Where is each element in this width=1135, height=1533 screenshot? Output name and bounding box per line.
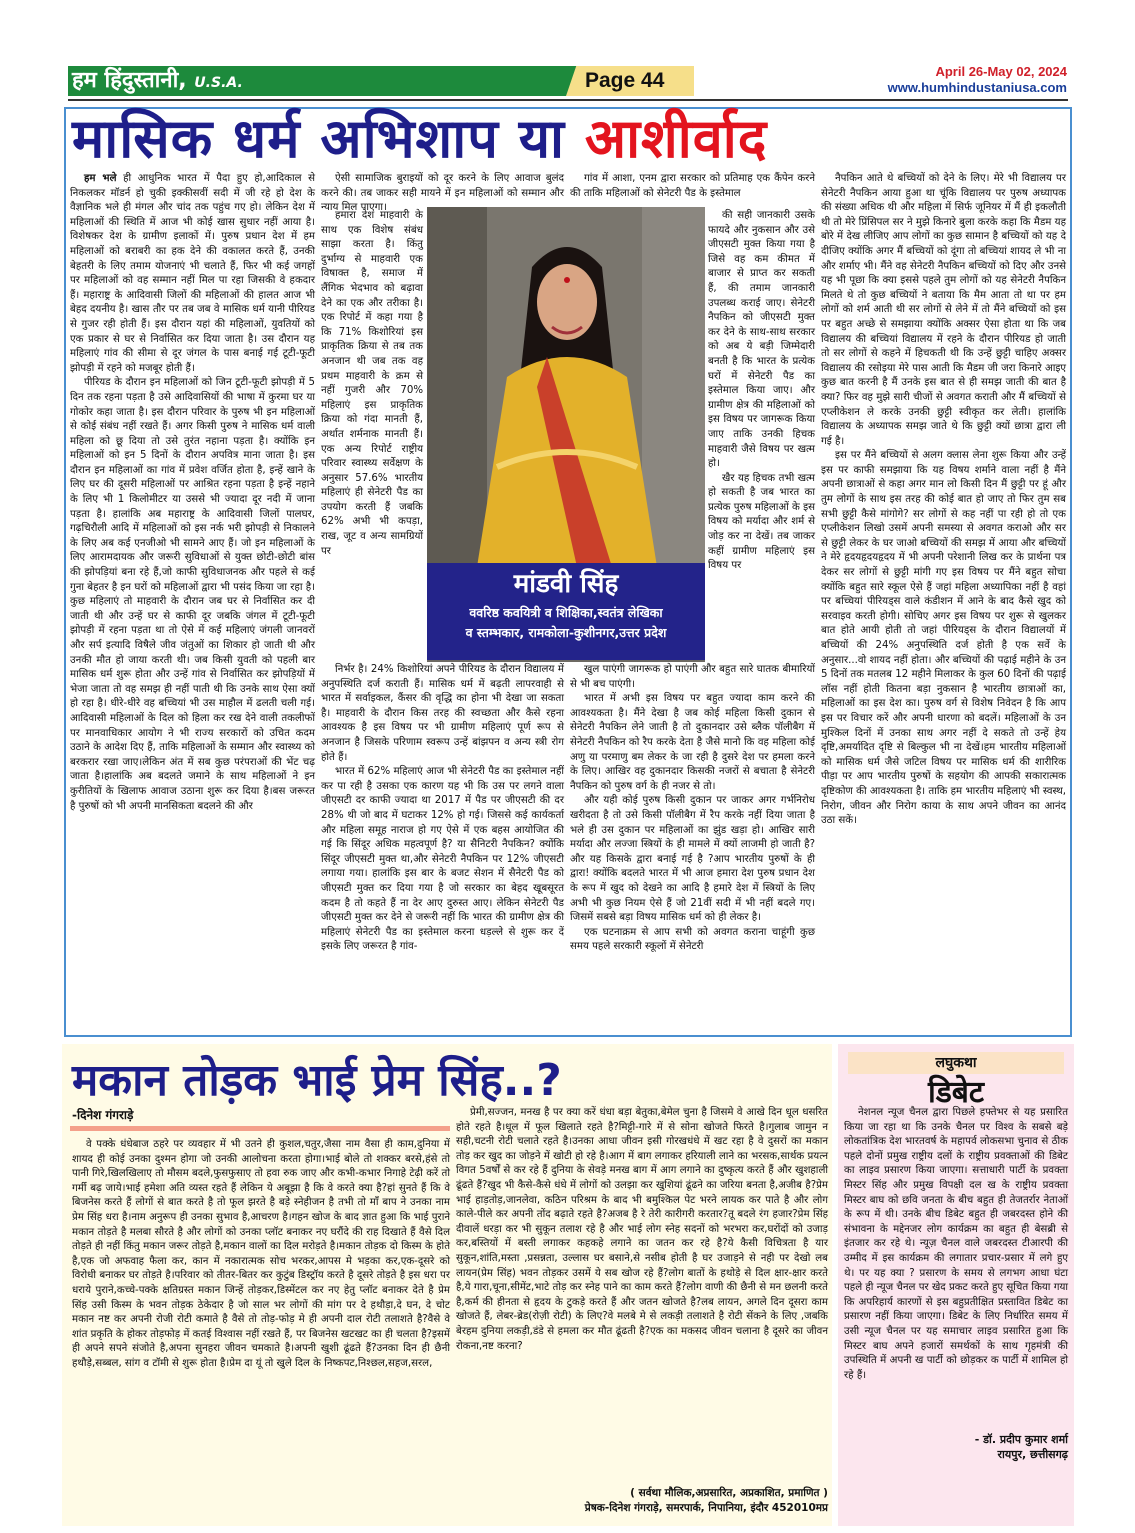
story-title: मकान तोड़क भाई प्रेम सिंह..? xyxy=(72,1055,562,1106)
woman-portrait-image xyxy=(427,207,705,567)
paragraph: ही आधुनिक भारत में पैदा हुए हो,आदिकाल से निकलकर मॉडर्न हो चुकी इक्कीसवीं सदी में जी रहे हो देश के वैज्ञानिक भले ही मंगल और चांद तक पहुंच गए हो। लेकिन देश में महिलाओं की स्थिति में आज भी कोई खास सुधार नहीं आया है। विशेषकर देश के ग्रामीण इलाकों में। पुरुष प्रधान देश में हम महिलाओं को बराबरी का हक देने की वकालत करते हैं, उनकी बेहतरी के लिए तमाम योजनाएं भी चलाते हैं, फिर भी कई जगहों पर महिलाओं को वह सम्मान नहीं मिल पा रहा जिसकी वे हकदार हैं। महाराष्ट्र के आदिवासी जिलों की महिलाओं की हालत आज भी बेहद दयनीय है। खास तौर पर तब जब वे मासिक धर्म यानी पीरियड से गुजर रही होती हैं। इस दौरान यहां की महिलाओं, युवतियों को एक प्रकार से घर से निर्वासित कर दिया जाता है। उस दौरान यह महिलाएं गांव की सीमा से दूर जंगल के पास बनाई गई टूटी-फूटी झोपड़ी में रहने को मजबूर होती हैं। xyxy=(70,173,315,374)
article-title xyxy=(72,108,767,170)
article-column-2-bottom xyxy=(321,663,564,1030)
brand-suffix: U.S.A. xyxy=(194,75,243,91)
article-column-2-narrow xyxy=(321,209,423,661)
short-story-signature xyxy=(844,1432,1068,1462)
lead-words: हम भले xyxy=(84,173,117,184)
story-column-1 xyxy=(72,1138,450,1520)
byline-rule xyxy=(70,1126,450,1131)
brand-name: हम हिंदुस्तानी, xyxy=(72,68,187,93)
author-bio: ववरिष्ठ कवयित्री व शिक्षिका,स्वतंत्र लेखिका xyxy=(469,605,663,620)
article-column-4 xyxy=(821,172,1066,1030)
paragraph: की सही जानकारी उसके फायदे और नुकसान और उसे जीएसटी मुक्त किया गया है जिसे वह कम कीमत में बाजार से प्राप्त कर सकती हैं, की तमाम जानकारी उपलब्ध कराई जाए। सेनेटरी नैपकिन को जीएसटी मुक्त कर देने के साथ-साथ सरकार को अब ये बड़ी जिम्मेदारी बनती है कि भारत के प्रत्येक घरों में सेनेटरी पैड का इस्तेमाल किया जाए। और ग्रामीण क्षेत्र की महिलाओं को इस विषय पर जागरूक किया जाए ताकि उनकी हिचक माहवारी जैसे विषय पर खत्म हो। xyxy=(708,210,815,470)
paragraph: और यही कोई पुरुष किसी दुकान पर जाकर अगर गर्भनिरोध खरीदता है तो उसे किसी पॉलीबैग में रैप करके नहीं दिया जाता है भले ही उस दुकान पर महिलाओं का झुंड खड़ा हो। आखिर सारी मर्यादा और लज्जा स्त्रियों के ही मामले में क्यों लाजमी हो जाती है?और यह किसके द्वारा बनाई गई है ?आप भारतीय पुरुषों के ही द्वारा! क्योंकि बदलते भारत में भी आज हमारा देश पुरुष प्रधान देश के रूप में खुद को देखने का आदि है हमारे देश में स्त्रियों के लिए अभी भी कुछ नियम ऐसे हैं जो 21वीं सदी में भी नहीं बदले गए।जिसमें सबसे बड़ा विषय मासिक धर्म को ही लेकर है। xyxy=(570,795,815,924)
title-main: मासिक धर्म अभिशाप या xyxy=(72,107,566,170)
article-column-3-bottom xyxy=(570,663,815,1030)
page-number: Page 44 xyxy=(585,69,665,92)
short-story-body xyxy=(844,1106,1068,1428)
title-accent: आशीर्वाद xyxy=(584,107,768,170)
short-story-label: लघुकथा xyxy=(848,1052,1064,1074)
author-caption xyxy=(427,563,705,660)
paragraph: नैपकिन आते थे बच्चियों को देने के लिए। मेरे भी विद्यालय पर सेनेटरी नैपकिन आया हुआ था चूंकि विद्यालय पर पुरुष अध्यापक की संख्या अधिक थी और महिला में सिर्फ जूनियर में मैं ही इकलौती थी तो मेरे प्रिंसिपल सर ने मुझे किनारे बुला करके कहा कि मैडम यह बोरे में देख लीजिए आप लोगों का कुछ सामान है बच्चियों को यह दे दीजिए क्योंकि अगर मैं बच्चियों को दूंगा तो बच्चियां शायद ले भी ना और शर्माए भी। मैंने वह सेनेटरी नैपकिन बच्चियों को दिए और उनसे यह भी पूछा कि क्या इससे पहले तुम लोगों को यह सेनेटरी नैपकिन मिलते थे तो कुछ बच्चियों ने बताया कि मैम आता तो था पर हम लोगों को शर्म आती थी सर लोगों से लेने में तो मैंने बच्चियों को इस पर बहुत अच्छे से समझाया क्योंकि अक्सर ऐसा होता था कि जब विद्यालय की बच्चियां विद्यालय में रहने के दौरान पीरियड हो जाती तो सर लोगों से कहने में हिचकती थी कि उन्हें छुट्टी चाहिए अक्सर विद्यालय की रसोइया मेरे पास आती कि मैडम जी जरा किनारे आइए कुछ बात करनी है मैं उनके इस बात से ही समझ जाती की बात है क्या? फिर वह मुझे सारी चीजों से अवगत कराती और मैं बच्चियों से एप्लीकेशन ले करके उनकी छुट्टी स्वीकृत कर लेती। हालांकि विद्यालय के अध्यापक समझ जाते थे कि छुट्टी क्यों छात्रा द्वारा ली गई है। xyxy=(821,173,1066,447)
issue-date: April 26-May 02, 2024 xyxy=(935,64,1067,79)
paragraph: हमारा देश माहवारी के साथ एक विशेष संबंध साझा करता है। किंतु दुर्भाग्य से माहवारी एक विषाक्त है, समाज में लैंगिक भेदभाव को बढ़ावा देने का एक और तरीका है। एक रिपोर्ट में कहा गया है कि 71% किशोरियां इस प्राकृतिक क्रिया से तब तक अनजान थी जब तक वह प्रथम माहवारी के क्रम से नहीं गुजरी और 70% महिलाएं इस प्राकृतिक क्रिया को गंदा मानती हैं, अर्थात शर्मनाक मानती हैं। एक अन्य रिपोर्ट राष्ट्रीय परिवार स्वास्थ्य सर्वेक्षण के अनुसार 57.6% भारतीय महिलाएं ही सेनेटरी पैड का उपयोग करती हैं जबकि 62% अभी भी कपड़ा, राख, जूट व अन्य सामग्रियों पर xyxy=(321,210,423,557)
paragraph: प्रेमी,सज्जन, मनख है पर क्या करें धंधा बड़ा बेतुका,बेमेल चुना है जिसमे वे आखे दिन धूल धसरित होते रहते है।धूल में फूल खिलाते रहते है?मिट्टी-गारे में से सोना खोजते फिरते है।गुलाब जामुन न सही,चटनी रोटी चलाते रहते है।उनका आधा जीवन इसी गोरखधंधे में खट रहा है वे दुसरों का मकान तोड़ कर खुद का जोड़ने में खोटी हो रहे है।आग में बाग लगाकर हरियाली लाने का भरसक,सार्थक प्रयत्न विगत 5वर्षों से कर रहे हैं दुनिया के सेवड़े मनख बाग में आग लगाने का दुष्कृत्य करते हैं और खुशहाली ढूंढते हैं?खुद भी कैसे-कैसे धंधे में लोगों को उलझा कर खुशियां ढूंढने का जरिया बनता है,अजीब है?प्रेम भाई हाड़तोड़,जानलेवा, कठिन परिश्रम के बाद भी बमुश्किल पेट भरने लायक कर पाते है और लोग काले-पीले कर अपनी तोंद बढ़ाते रहते है?अजब है रे तेरी कारीगरी करतार?तू बदले रंग हजार?प्रेम सिंह दीवालें धरड़ा कर भी सुकून तलाश रहे है और भाई लोग स्नेह सदनों को भरभरा कर,घरोंदों को उजाड़ कर,बस्तियों में बस्ती लगाकर कहकहे लगाने का जतन कर रहे है?ये कैसी विचित्रता है यार सुकून,शांति,मस्ता ,प्रसन्नता, उल्लास घर बसाने,से नसीब होती है घर उजाड़ने से नही पर देखो लब लायन(प्रेम सिंह) भवन तोड़कर उसमें ये सब खोज रहे हैं?लोग बातों के हथोड़े से दिल क्षार-क्षार करते है,ये गारा,चूना,सीमेंट,भाटे तोड़ कर स्नेह पाने का काम करते हैं?लोग वाणी की छैनी से मन छलनी करते है,कर्म की हीनता से हृदय के टुकड़े करते हैं और जतन खोजते है?लब लायन, अगले दिन दूसरा काम खोजते हैं, लेबर-ब्रेड(रोज़ी रोटी) के लिए?वे मलबे मे से लकड़ी तलाशते है रोटी सेंकने के लिए ,जबकि बेरहम दुनिया लकड़ी,डंडे से हमला कर मौत ढूंढती है?एक का मकसद जीवन चलाना है दूसरे का जीवन रोकना,नष्ट करना? xyxy=(456,1107,828,1352)
paragraph: खैर यह हिचक तभी खत्म हो सकती है जब भारत का प्रत्येक पुरुष महिलाओं के इस विषय को मर्यादा और शर्म से जोड़ कर ना देखें। तब जाकर कहीं ग्रामीण महिलाएं इस विषय पर xyxy=(708,472,816,572)
paragraph: गांव में आशा, एनम द्वारा सरकार को प्रतिमाह एक कैंपेन करने की ताकि महिलाओं को सेनेटरी पैड के इस्तेमाल xyxy=(570,173,815,199)
story-footer xyxy=(456,1486,828,1516)
paragraph: पीरियड के दौरान इन महिलाओं को जिन टूटी-फूटी झोपड़ी में 5 दिन तक रहना पड़ता है उसे आदिवासियों की भाषा में कुरमा घर या गोकोर कहा जाता है। इस दौरान परिवार के पुरुष भी इन महिलाओं से कोई संबंध नहीं रखते हैं। अगर किसी पुरुष ने मासिक धर्म वाली महिला को छू दिया तो उसे तुरंत नहाना पड़ता है। क्योंकि इन महिलाओं को इन 5 दिनों के दौरान अपवित्र माना जाता है। इस दौरान इन महिलाओं का गांव में प्रवेश वर्जित होता है, इन्हें खाने के लिए घर की दूसरी महिलाओं पर आश्रित रहना पड़ता है इन्हें नहाने के लिए भी 1 किलोमीटर या उससे भी ज्यादा दूर नदी में जाना पड़ता है। हालांकि अब महाराष्ट्र के आदिवासी जिलों पालघर, गढ़चिरौली आदि में महिलाओं को इस नर्क भरी झोपड़ी से निकालने के लिए अब कई एनजीओ भी सामने आए हैं। जो इन महिलाओं के लिए आरामदायक और जरूरी सुविधाओं से युक्त छोटी-छोटी बांस की झोपड़ियां बना रहे हैं,जो काफी सुविधाजनक और पहले से कई गुना बेहतर है इन घरों को महिलाओं द्वारा भी पसंद किया जा रहा है। कुछ महिलाएं तो माहवारी के दौरान जब घर से निर्वासित कर दी जाती थी और उन्हें घर से काफी दूर जबकि जंगल में टूटी-फूटी झोपड़ी में रहना पड़ता था तो ऐसे में कई महिलाएं जंगली जानवरों और सर्प इत्यादि विषैले जीव जंतुओं का शिकार हो जाती थी और उनकी मौत हो जाया करती थी। जब किसी युवती को पहली बार मासिक धर्म शुरू होता और उन्हें गांव से निर्वासित कर झोपड़ियों में भेजा जाता तो वह समझ ही नहीं पाती थी कि उनके साथ ऐसा क्यों हो रहा है। धीरे-धीरे वह बच्चियां भी उस माहौल में ढलती चली गई। आदिवासी महिलाओं के दिल को हिला कर रख देने वाली तकलीफों पर मानवाधिकार आयोग ने भी राज्य सरकारों को उचित कदम उठाने के आदेश दिए हैं, ताकि महिलाओं के सम्मान और स्वास्थ्य को बरकरार रखा जाए।लेकिन अंत में सब कुछ परंपराओं की भेंट चढ़ जाता है।हालांकि अब बदलते जमाने के साथ महिलाओं ने इन कुरीतियों के खिलाफ आवाज उठाना शुरू कर दिया है।बस जरूरत है पुरुषों को भी अपनी मानसिकता बदलने की और xyxy=(70,377,315,812)
paragraph: नेशनल न्यूज चैनल द्वारा पिछले हफ्तेभर से यह प्रसारित किया जा रहा था कि उनके चैनल पर विश्व के सबसे बड़े लोकतांत्रिक देश भारतवर्ष के महापर्व लोकसभा चुनाव से ठीक पहले दोनों प्रमुख राष्ट्रीय दलों के राष्ट्रीय प्रवक्ताओं की डिबेट का लाइव प्रसारण किया जाएगा। सत्ताधारी पार्टी के प्रवक्ता मिस्टर सिंह और प्रमुख विपक्षी दल ख के राष्ट्रीय प्रवक्ता मिस्टर बाघ को छवि जनता के बीच बहुत ही तेजतर्रार नेताओं के रूप में थी। उनके बीच डिबेट बहुत ही जबरदस्त होने की संभावना के मद्देनजर लोग कार्यक्रम का बहुत ही बेसब्री से इंतजार कर रहे थे। न्यूज़ चैनल वाले जबरदस्त टीआरपी की उम्मीद में इस कार्यक्रम की लगातार प्रचार-प्रसार में लगे हुए थे। पर यह क्या ? प्रसारण के समय से लगभग आधा घंटा पहले ही न्यूज चैनल पर खेद प्रकट करते हुए सूचित किया गया कि अपरिहार्य कारणों से इस बहुप्रतीक्षित प्रस्तावित डिबेट का प्रसारण नहीं किया जाएगा। डिबेट के लिए निर्धारित समय में उसी न्यूज चैनल पर यह समाचार लाइव प्रसारित हुआ कि मिस्टर बाघ अपने हजारों समर्थकों के साथ गृहमंत्री की उपस्थिति में अपनी ख पार्टी को छोड़कर क पार्टी में शामिल हो रहे हैं। xyxy=(844,1107,1068,1381)
author-location: व स्तम्भकार, रामकोला-कुशीनगर,उत्तर प्रदेश xyxy=(465,625,667,640)
paragraph: एक घटनाक्रम से आप सभी को अवगत कराना चाहूंगी कुछ समय पहले सरकारी स्कूलों में सेनेटरी xyxy=(570,926,815,953)
short-story-author: - डॉ. प्रदीप कुमार शर्मा xyxy=(974,1433,1068,1446)
website-link[interactable]: www.humhindustaniusa.com xyxy=(887,80,1067,95)
paragraph: वे पक्के धंधेबाज ठहरे पर व्यवहार में भी उतने ही कुशल,चतुर,जैसा नाम वैसा ही काम,दुनिया में शायद ही कोई उनका दुश्मन होगा जो उनकी आलोचना करता होगा।भाई बोले तो शक्कर बरसे,हंसे तो पानी गिरे,खिलखिलाए तो मौसम बदले,फुसफुसाए तो हवा रुक जाए और कभी-कभार निगाहे टेढ़ी करें तो गर्मी बढ़ जाये।भाई हमेशा अति व्यस्त रहते हैं लेकिन ये अबूझा है कि वे करते क्या है?हां सुनते हैं कि वे बिजनेस करते हैं लोगों से बात करते है तो फूल झरते है बड़े स्नेहीजन है तभी तो माँ बाप ने उनका नाम प्रेम सिंह धरा है।नाम अनुरूप ही उनका सुभाव है,आचरण है।गहन खोज के बाद ज्ञात हुआ कि भाई पुराने मकान तोड़ते है मलबा सौरते है और लोगों को उनका प्लॉट बनाकर नए घरौंदे की राह दिखाते हैं वैसे दिल तोड़ते ही नहीं किंतु मकान जरूर तोड़ते है,मकान वालों का दिल मरोड़ते है।मकान तोड़क दो किस्म के होते है,एक जो अफवाह फैला कर, कान में नकारात्मक सोच भरकर,आपस मे भड़का कर,एक-दूसरे को विरोधी बनाकर घर तोड़ते है।परिवार को तीतर-बितर कर कुटुंब डिस्ट्रॉय करते है दूसरे तोड़ते है इस धरा पर धराये पुराने,कच्चे-पक्के क्षतिग्रस्त मकान जिन्हें तोड़कर,डिस्मेंटल कर नए हेतु प्लॉट बनाकर देते है प्रेम सिंह उसी किस्म के भवन तोड़क ठेकेदार है जो साल भर लोगों की मांग पर दे हथौड़ा,दे घन, दे चोट मकान नष्ट कर अपनी रोजी रोटी कमाते है वैसे तो तोड़-फोड़ मे ही अपनी दाल रोटी तलाशते है?वैसे वे शांत प्रकृति के होकर तोड़फोड़ में कतई विश्वास नहीं रखते हैं, पर बिजनेस खटखट का ही चलता है?इसमें ही अपने सपने संजोते है,अपना सुनहरा जीवन चमकाते है।अपनी खुशी ढूंढते हैं?उनका दिन ही छैनी हथौड़े,सब्बल, सांग व टॉमी से शुरू होता है।प्रेम दा यूं तो खुले दिल के निष्कपट,निश्छल,सहज,सरल, xyxy=(72,1139,450,1369)
paragraph: निर्भर है। 24% किशोरियां अपने पीरियड के दौरान विद्यालय में अनुपस्थिति दर्ज कराती हैं। मासिक धर्म में बढ़ती लापरवाही से भारत में सर्वाइकल, कैंसर की वृद्धि का होना भी देखा जा सकता है। माहवारी के दौरान किस तरह की स्वच्छता और कैसे रहना आवश्यक है इस विषय पर भी ग्रामीण महिलाएं पूर्ण रूप से अनजान है जिसके परिणाम स्वरूप उन्हें बांझपन व अन्य स्त्री रोग होते हैं। xyxy=(321,664,564,763)
author-name: मांडवी सिंह xyxy=(513,569,619,599)
article-column-1 xyxy=(70,172,315,1030)
masthead xyxy=(72,66,243,98)
paragraph: ऐसी सामाजिक बुराइयों को दूर करने के लिए आवाज बुलंद करने की। तब जाकर सही मायने में इन महिलाओं को सम्मान और न्याय मिल पाएगा। xyxy=(321,173,564,214)
story-column-2 xyxy=(456,1106,828,1484)
paragraph: भारत में अभी इस विषय पर बहुत ज्यादा काम करने की आवश्यकता है। मैंने देखा है जब कोई महिला किसी दुकान से सेनेटरी नैपकिन लेने जाती है तो दुकानदार उसे ब्लैक पॉलीबैग में सेनेटरी नैपकिन को रैप करके देता है जैसे मानो कि वह महिला कोई अणु या परमाणु बम लेकर के जा रही है दुसरे देश पर हमला करने के लिए। आखिर वह दुकानदार किसकी नजरों से बचाता है सेनेटरी नैपकिन को पुरुष वर्ग के ही नजर से तो। xyxy=(570,693,815,792)
originality-note: ( सर्वथा मौलिक,अप्रसारित, अप्रकाशित, प्रमाणित ) xyxy=(630,1487,828,1499)
short-story-place: रायपुर, छत्तीसगढ़ xyxy=(997,1448,1068,1461)
paragraph: इस पर मैंने बच्चियों से अलग क्लास लेना शुरू किया और उन्हें इस पर काफी समझाया कि यह विषय शर्माने वाला नहीं है मैंने अपनी छात्राओं से कहा अगर मान लो किसी दिन मैं छुट्टी पर हूं और तुम लोगों के साथ इस तरह की कोई बात हो जाए तो फिर तुम सब सभी छुट्टी कैसे मांगोगे? सर लोगों से कह नहीं पा रही हो तो एक एप्लीकेशन लिखो उसमें अपनी समस्या से अवगत कराओ और सर से छुट्टी लेकर के घर जाओ बच्चियों की समझ में आया और बच्चियों ने मेरे हृदयहृदयहृदय में भी अपनी परेशानी लिख कर के प्रार्थना पत्र देकर सर लोगों से छुट्टी मांगी गए इस विषय पर मैंने बहुत सोचा क्योंकि बहुत सारे स्कूल ऐसे हैं जहां महिला अध्यापिका नहीं है वहां पर बच्चियां पीरियड्स वाले कंडीशन में आने के बाद कैसे खुद को सरवाइव करती होगी। सोचिए अगर इस विषय पर शुरू से खुलकर बात होते आयी होती तो जहां पीरियड्स के दौरान विद्यालयों में बच्चियों की 24% अनुपस्थिति दर्ज होती है एक सर्वे के अनुसार...वो शायद नहीं होता। और बच्चियों की पढ़ाई महीने के उन 5 दिनों तक मतलब 12 महीने मिलाकर के कुल 60 दिनों की पढ़ाई लॉस नहीं होती कितना बड़ा नुकसान है भारतीय छात्राओं का, महिलाओं का इस देश का। पुरुष वर्ग से विशेष निवेदन है कि आप इस पर विचार करें और अपनी धारणा को बदलें। महिलाओं के उन मुश्किल दिनों में उनका साथ अगर नहीं दे सकते तो उन्हें हेय दृष्टि,अमर्यादित दृष्टि से बिल्कुल भी ना देखें।हम भारतीय महिलाओं को मासिक धर्म जैसे जटिल विषय पर मासिक धर्म की शारीरिक पीड़ा पर आप भारतीय पुरुषों के सहयोग की आपकी सकारात्मक दृष्टिकोण की आवश्यकता है। ताकि हम भारतीय महिलाएं भी स्वस्थ, निरोग, जीवन और निरोग काया के साथ अपने जीवन का आनंद उठा सकें। xyxy=(821,450,1066,827)
paragraph: खुल पाएंगी जागरूक हो पाएंगी और बहुत सारे घातक बीमारियों से भी बच पाएंगी। xyxy=(570,664,815,690)
story-byline: -दिनेश गंगराड़े xyxy=(72,1108,134,1122)
article-column-2-top xyxy=(321,172,564,214)
paragraph: भारत में 62% महिलाएं आज भी सेनेटरी पैड का इस्तेमाल नहीं कर पा रही है उसका एक कारण यह भी कि उस पर लगने वाला जीएसटी दर काफी ज्यादा था 2017 में पैड पर जीएसटी की दर 28% थी जो बाद में घटाकर 12% हो गई। जिससे कई कार्यकर्ता और महिला समूह नाराज हो गए ऐसे में एक बहस आयोजित की गई कि सिंदूर अधिक महत्वपूर्ण है? या सैनिटरी नैपकिन? क्योंकि सिंदूर जीएसटी मुक्त था,और सेनेटरी नैपकिन पर 12% जीएसटी लगाया गया। हालांकि इस बार के बजट सेशन में सैनेटरी पैड को जीएसटी मुक्त कर दिया गया है जो सरकार का बेहद खूबसूरत कदम है तो कहते हैं ना देर आए दुरुस्त आए। लेकिन सेनेटरी पैड जीएसटी मुक्त कर देने से जरूरी नहीं कि भारत की ग्रामीण क्षेत्र की महिलाएं सेनेटरी पैड का इस्तेमाल करना धड़ल्ले से शुरू कर दें इसके लिए जरूरत है गांव- xyxy=(321,766,564,953)
header-divider xyxy=(68,99,1068,101)
short-story-title: डिबेट xyxy=(927,1075,985,1110)
article-column-3-top xyxy=(570,172,815,207)
article-column-3-narrow xyxy=(708,209,815,661)
sender-address: प्रेषक-दिनेश गंगराड़े, समरपार्क, निपानिया, इंदौर 452010मप्र xyxy=(584,1502,828,1514)
